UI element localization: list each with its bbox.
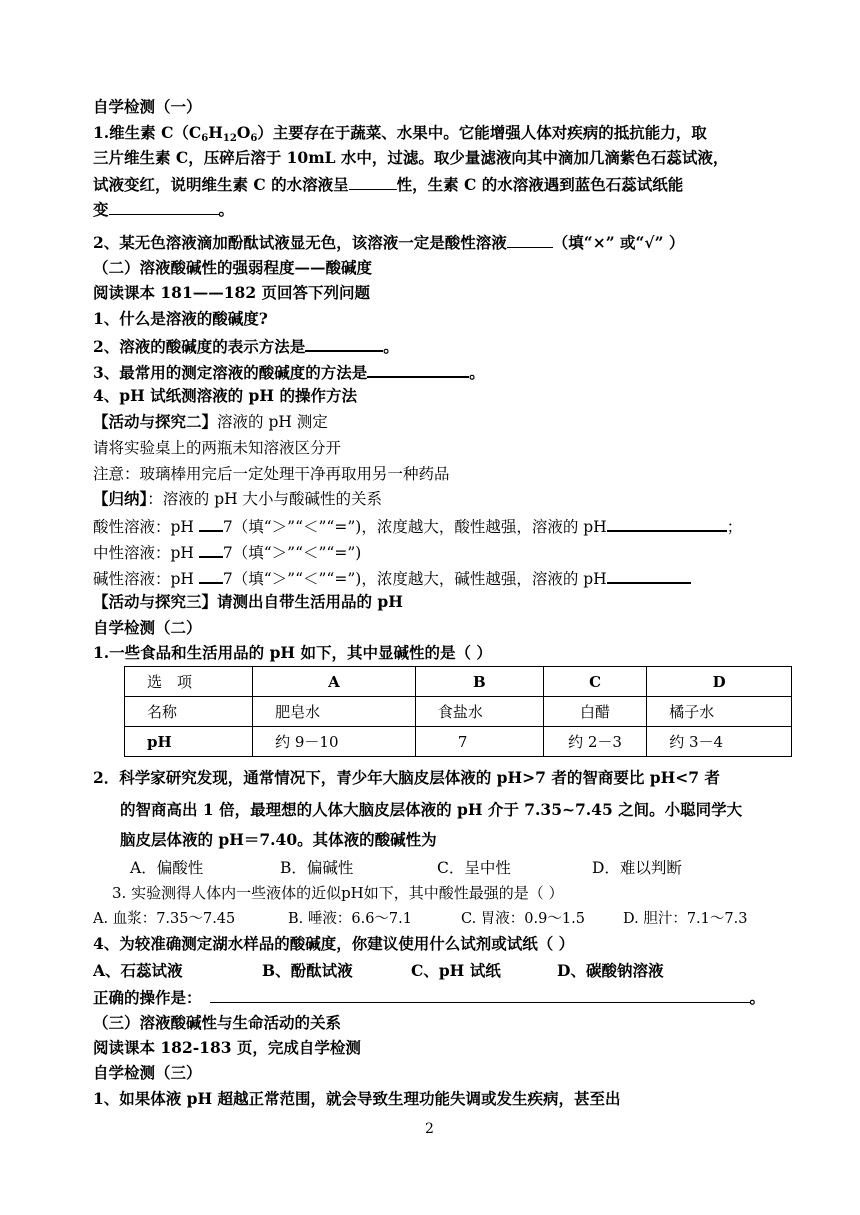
table-cell: 橘子水 (647, 697, 792, 727)
answer-blank[interactable] (607, 515, 727, 532)
question-line: 酸性溶液：pH 7（填“＞”“＜”“=”)，浓度越大，酸性越强，溶液的 pH ； (93, 515, 742, 537)
question-line: 中性溶液：pH 7（填“＞”“＜”“=”) (93, 541, 361, 563)
table-cell: 食盐水 (415, 697, 543, 727)
question-line: 1、如果体液 pH 超越正常范围，就会导致生理功能失调或发生疾病，甚至出 (93, 1089, 621, 1108)
activity-heading: 【活动与探究二】溶液的 pH 测定 (93, 412, 328, 431)
option[interactable]: C．呈中性 (437, 859, 511, 877)
question-line: 2、某无色溶液滴加酚酞试液显无色，该溶液一定是酸性溶液 （填“×” 或“√” ） (93, 233, 685, 252)
table-cell: 约 2－3 (543, 727, 646, 757)
note: 注意：玻璃棒用完后一定处理干净再取用另一种药品 (93, 465, 450, 483)
question-line: 2．科学家研究发现，通常情况下，青少年大脑皮层体液的 pH>7 者的智商要比 pH<7 者 (93, 768, 720, 787)
table-row (125, 667, 792, 697)
answer-blank[interactable] (210, 987, 750, 1003)
option[interactable]: B. 唾液：6.6～7.1 (288, 911, 412, 927)
option[interactable]: A. 血浆：7.35～7.45 (93, 911, 236, 927)
question-line: 2、溶液的酸碱度的表示方法是 。 (93, 337, 399, 356)
answer-blank[interactable] (367, 361, 469, 378)
option[interactable]: D、碳酸钠溶液 (557, 961, 664, 980)
question-line: 1、什么是溶液的酸碱度? (93, 309, 268, 328)
question-line: 3. 实验测得人体内一些液体的近似pH如下，其中酸性最强的是（ ） (112, 884, 564, 902)
question-line: 变 。 (93, 200, 235, 219)
table-header-cell: 选 项 (125, 667, 253, 697)
answer-blank[interactable] (109, 199, 219, 215)
answer-blank[interactable] (607, 567, 691, 584)
question-line: 4、pH 试纸测溶液的 pH 的操作方法 (93, 386, 357, 405)
summary-heading: 【归纳】：溶液的 pH 大小与酸碱性的关系 (93, 489, 383, 508)
table-cell: 7 (415, 727, 543, 757)
question-line: 1.维生素 $C(C_6H_{12}O_6)$主要存在于蔬菜、水果中。它能增强人体对疾病的抵抗能力，取 (93, 123, 707, 144)
option[interactable]: D．难以判断 (592, 859, 682, 877)
ph-table (124, 666, 792, 757)
answer-blank[interactable] (349, 174, 397, 190)
instruction: 请将实验桌上的两瓶未知溶液区分开 (93, 439, 342, 457)
instruction: 阅读课本 182-183 页，完成自学检测 (93, 1038, 361, 1057)
table-cell: 名称 (125, 697, 253, 727)
answer-blank[interactable] (199, 541, 223, 558)
question-line: 正确的操作是： 。 (93, 988, 766, 1007)
option[interactable]: B．偏碱性 (280, 859, 354, 877)
section-title: 自学检测（一） (93, 97, 202, 116)
instruction: 阅读课本 181——182 页回答下列问题 (93, 283, 371, 302)
option[interactable]: B、酚酞试液 (262, 961, 353, 980)
question-line: 的智商高出 1 倍，最理想的人体大脑皮层体液的 pH 介于 7.35~7.45 之间。小聪同学大 (120, 800, 743, 819)
answer-blank[interactable] (199, 567, 223, 584)
option[interactable]: D. 胆汁：7.1～7.3 (623, 911, 748, 927)
section-title: （二）溶液酸碱性的强弱程度——酸碱度 (93, 258, 373, 277)
option[interactable]: A、石蕊试液 (93, 961, 183, 980)
answer-blank[interactable] (199, 515, 223, 532)
question-line: 1.一些食品和生活用品的 pH 如下，其中显碱性的是（ ） (93, 643, 492, 662)
question-line: 脑皮层体液的 pH＝7.40。其体液的酸碱性为 (120, 830, 437, 849)
option[interactable]: A．偏酸性 (130, 859, 204, 877)
table-cell: 白醋 (543, 697, 646, 727)
table-cell: 约 9－10 (253, 727, 416, 757)
table-header-cell: C (543, 667, 646, 697)
answer-blank[interactable] (305, 335, 383, 352)
question-line: 试液变红，说明维生素 C 的水溶液呈 性，生素 C 的水溶液遇到蓝色石蕊试纸能 (93, 175, 684, 194)
option[interactable]: C、pH 试纸 (411, 961, 501, 980)
question-line: 碱性溶液：pH 7（填“＞”“＜”“=”)，浓度越大，碱性越强，溶液的 pH (93, 567, 691, 589)
table-cell: 约 3－4 (647, 727, 792, 757)
section-title: （三）溶液酸碱性与生命活动的关系 (93, 1013, 342, 1032)
section-title: 自学检测（三） (93, 1063, 202, 1082)
question-line: 3、最常用的测定溶液的酸碱度的方法是 。 (93, 363, 485, 382)
option[interactable]: C. 胃液：0.9～1.5 (461, 911, 585, 927)
page-number: 2 (425, 1121, 434, 1137)
question-line: 三片维生素 C，压碎后溶于 10mL 水中，过滤。取少量滤液向其中滴加几滴紫色石蕊试液， (93, 148, 729, 167)
activity-heading: 【活动与探究三】请测出自带生活用品的 pH (93, 592, 403, 611)
table-header-cell: D (647, 667, 792, 697)
table-cell: 肥皂水 (253, 697, 416, 727)
table-header-cell: B (415, 667, 543, 697)
section-title: 自学检测（二） (93, 618, 202, 637)
table-header-cell: A (253, 667, 416, 697)
answer-blank[interactable] (507, 232, 553, 248)
question-line: 4、为较准确测定湖水样品的酸碱度，你建议使用什么试剂或试纸（ ） (93, 934, 575, 953)
table-row (125, 727, 792, 757)
table-cell: pH (125, 727, 253, 757)
table-row (125, 697, 792, 727)
